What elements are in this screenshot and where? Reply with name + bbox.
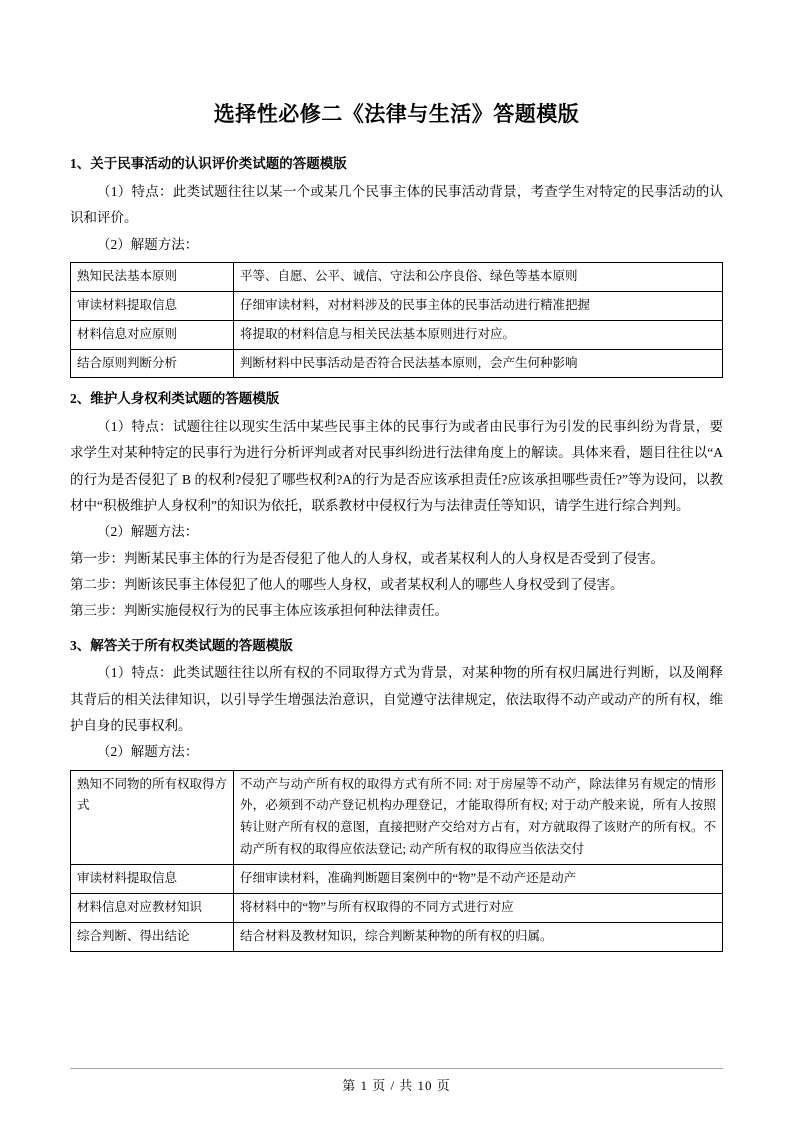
section-2-step-3: 第三步：判断实施侵权行为的民事主体应该承担何种法律责任。 [70, 603, 448, 619]
table-cell-label: 材料信息对应原则 [71, 320, 234, 349]
section-2-step-1: 第一步：判断某民事主体的行为是否侵犯了他人的人身权，或者某权利人的人身权是否受到了侵害。 [70, 550, 664, 566]
table-row [71, 262, 723, 291]
table-cell-content: 仔细审读材料，对材料涉及的民事主体的民事活动进行精准把握 [234, 291, 723, 320]
table-cell-content: 将提取的材料信息与相关民法基本原则进行对应。 [234, 320, 723, 349]
table-cell-content: 判断材料中民事活动是否符合民法基本原则，会产生何种影响 [234, 349, 723, 378]
section-1-paragraph-1: （1）特点：此类试题往往以某一个或某几个民事主体的民事活动背景，考查学生对特定的民事活动的认识和评价。 [70, 184, 723, 226]
table-cell-label: 结合原则判断分析 [71, 349, 234, 378]
table-cell-content: 不动产与动产所有权的取得方式有所不同: 对于房屋等不动产，除法律另有规定的情形外，必须到不动产登记机构办理登记，才能取得所有权; 对于动产般来说，所有人按照转让财产所有权的意图，直接把财产交给对方占有，对方就取得了该财产的所有权。不动产所有权的取得应依法登记; 动产所有权的取得应当依法交付 [234, 770, 723, 865]
section-1 [70, 151, 723, 378]
section-3-table [70, 770, 723, 952]
section-2-paragraph-1: （1）特点：试题往往以现实生活中某些民事主体的民事行为或者由民事行为引发的民事纠纷为背景，要求学生对某种特定的民事行为进行分析评判或者对民事纠纷进行法律角度上的解读。具体来看，题目往往以“A的行为是否侵犯了 B 的权利?侵犯了哪些权利?A的行为是否应该承担责任?应该承担哪些责任?”等为设问，以教材中“积极维护人身权利”的知识为依托，联系教材中侵权行为与法律责任等知识，请学生进行综合判判。 [70, 419, 723, 514]
table-cell-label: 材料信息对应教材知识 [71, 893, 234, 922]
section-2 [70, 386, 723, 624]
section-3-paragraph-2: （2）解题方法： [97, 744, 199, 760]
table-row [71, 922, 723, 951]
page-footer [0, 1068, 793, 1094]
table-row [71, 893, 723, 922]
section-1-table [70, 262, 723, 379]
table-row [71, 320, 723, 349]
section-2-step-2: 第二步：判断该民事主体侵犯了他人的哪些人身权，或者某权利人的哪些人身权受到了侵害。 [70, 576, 624, 592]
page-number: 第 1 页 / 共 10 页 [342, 1078, 451, 1093]
footer-divider [70, 1068, 723, 1069]
table-row [71, 349, 723, 378]
table-cell-label: 熟知不同物的所有权取得方式 [71, 770, 234, 865]
section-3-paragraph-1: （1）特点：此类试题往往以所有权的不同取得方式为背景，对某种物的所有权归属进行判断，以及阐释其背后的相关法律知识，以引导学生增强法治意识，自觉遵守法律规定，依法取得不动产或动产的所有权，维护自身的民事权利。 [70, 665, 723, 733]
section-1-paragraph-2: （2）解题方法： [97, 236, 199, 252]
section-1-heading: 1、关于民事活动的认识评价类试题的答题模版 [70, 156, 347, 172]
table-cell-label: 熟知民法基本原则 [71, 262, 234, 291]
page-title: 选择性必修二《法律与生活》答题模版 [213, 102, 580, 126]
table-row [71, 291, 723, 320]
section-3 [70, 633, 723, 952]
section-2-heading: 2、维护人身权利类试题的答题模版 [70, 391, 280, 407]
section-2-paragraph-2: （2）解题方法： [97, 524, 199, 540]
table-cell-label: 综合判断、得出结论 [71, 922, 234, 951]
table-cell-content: 仔细审读材料，准确判断题目案例中的“物”是不动产还是动产 [234, 865, 723, 894]
table-cell-content: 平等、自愿、公平、诚信、守法和公序良俗、绿色等基本原则 [234, 262, 723, 291]
table-cell-label: 审读材料提取信息 [71, 291, 234, 320]
table-cell-content: 结合材料及教材知识，综合判断某种物的所有权的归属。 [234, 922, 723, 951]
table-row [71, 770, 723, 865]
section-3-heading: 3、解答关于所有权类试题的答题模版 [70, 637, 293, 653]
table-cell-content: 将材料中的“物”与所有权取得的不同方式进行对应 [234, 893, 723, 922]
table-cell-label: 审读材料提取信息 [71, 865, 234, 894]
table-row [71, 865, 723, 894]
